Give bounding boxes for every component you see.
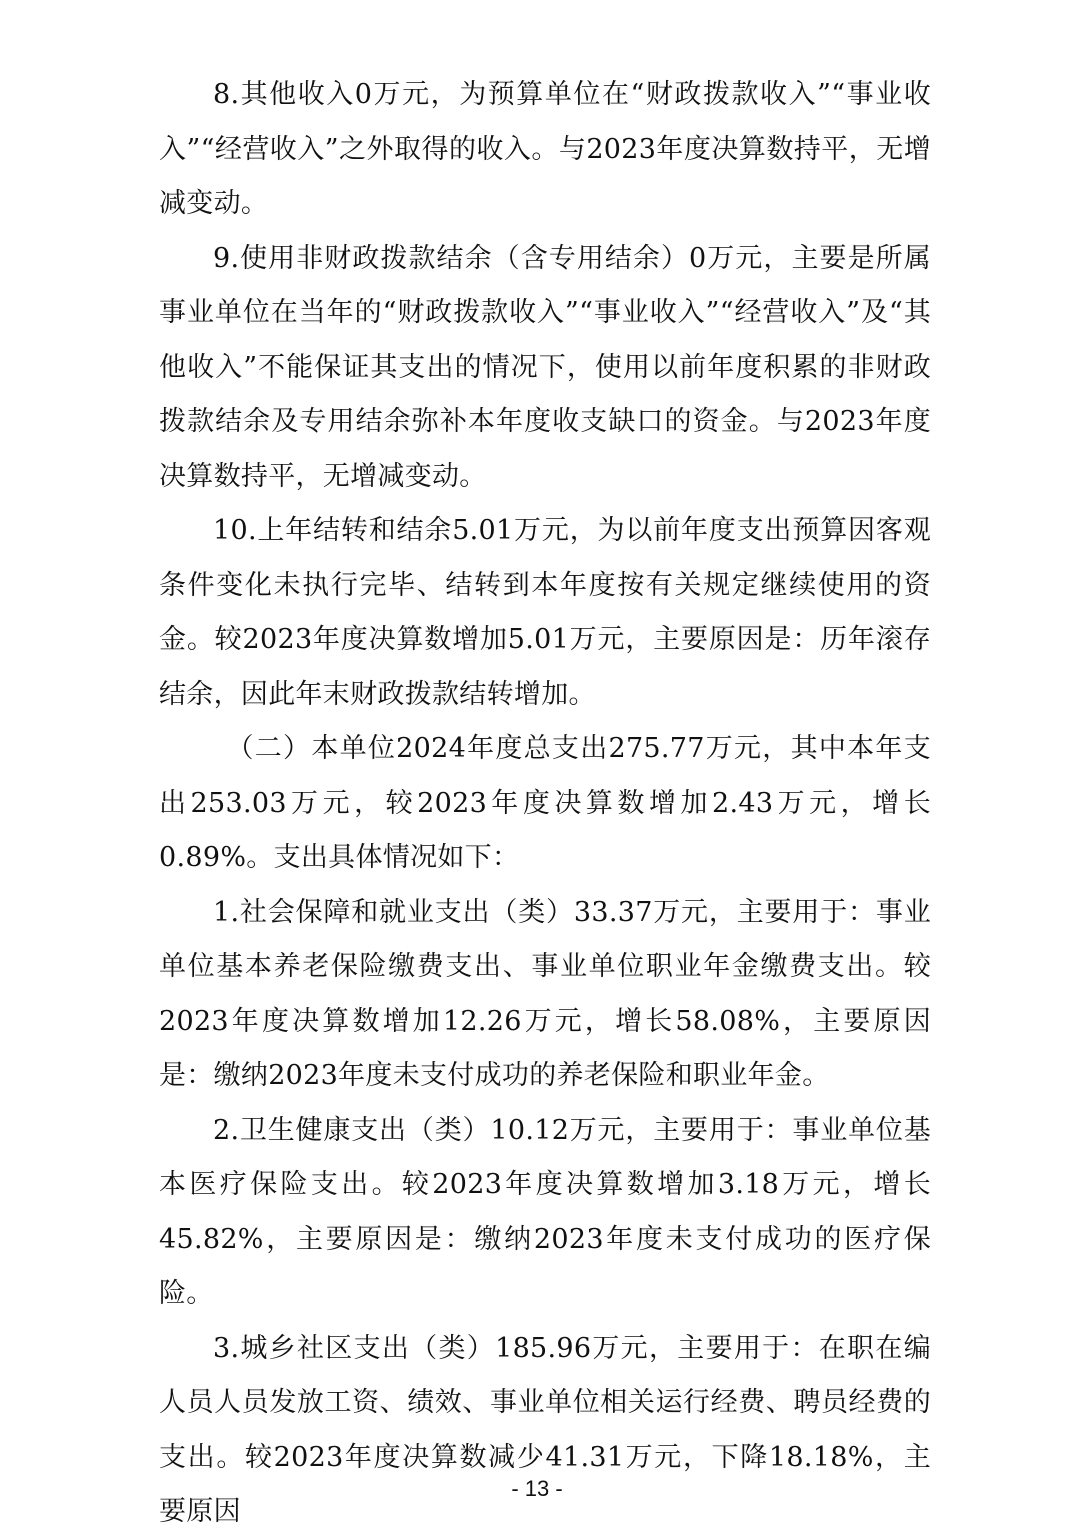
page-number: - 13 -: [511, 1476, 563, 1501]
paragraph-total-expenditure: （二）本单位2024年度总支出275.77万元，其中本年支出253.03万元，较2023年度决算数增加2.43万元，增长0.89%。支出具体情况如下：: [159, 733, 931, 873]
paragraph-urban-rural: 3.城乡社区支出（类）185.96万元，主要用于：在职在编人员人员发放工资、绩效、事业单位相关运行经费、聘员经费的支出。较2023年度决算数减少41.31万元，下降18.18%，主要原因: [159, 1332, 931, 1527]
paragraph-health: 2.卫生健康支出（类）10.12万元，主要用于：事业单位基本医疗保险支出。较2023年度决算数增加3.18万元，增长45.82%，主要原因是：缴纳2023年度未支付成功的医疗保险。: [159, 1114, 931, 1309]
document-body: [159, 68, 931, 1540]
paragraph-carryover: 10.上年结转和结余5.01万元，为以前年度支出预算因客观条件变化未执行完毕、结转到本年度按有关规定继续使用的资金。较2023年度决算数增加5.01万元，主要原因是：历年滚存结余，因此年末财政拨款结转增加。: [159, 515, 931, 710]
paragraph-non-fiscal-balance: 9.使用非财政拨款结余（含专用结余）0万元，主要是所属事业单位在当年的“财政拨款收入”“事业收入”“经营收入”及“其他收入”不能保证其支出的情况下，使用以前年度积累的非财政拨款结余及专用结余弥补本年度收支缺口的资金。与2023年度决算数持平，无增减变动。: [159, 242, 931, 492]
paragraph-other-income: 8.其他收入0万元，为预算单位在“财政拨款收入”“事业收入”“经营收入”之外取得的收入。与2023年度决算数持平，无增减变动。: [159, 79, 931, 219]
paragraph-social-security: 1.社会保障和就业支出（类）33.37万元，主要用于：事业单位基本养老保险缴费支出、事业单位职业年金缴费支出。较2023年度决算数增加12.26万元，增长58.08%，主要原因是：缴纳2023年度未支付成功的养老保险和职业年金。: [159, 896, 931, 1091]
